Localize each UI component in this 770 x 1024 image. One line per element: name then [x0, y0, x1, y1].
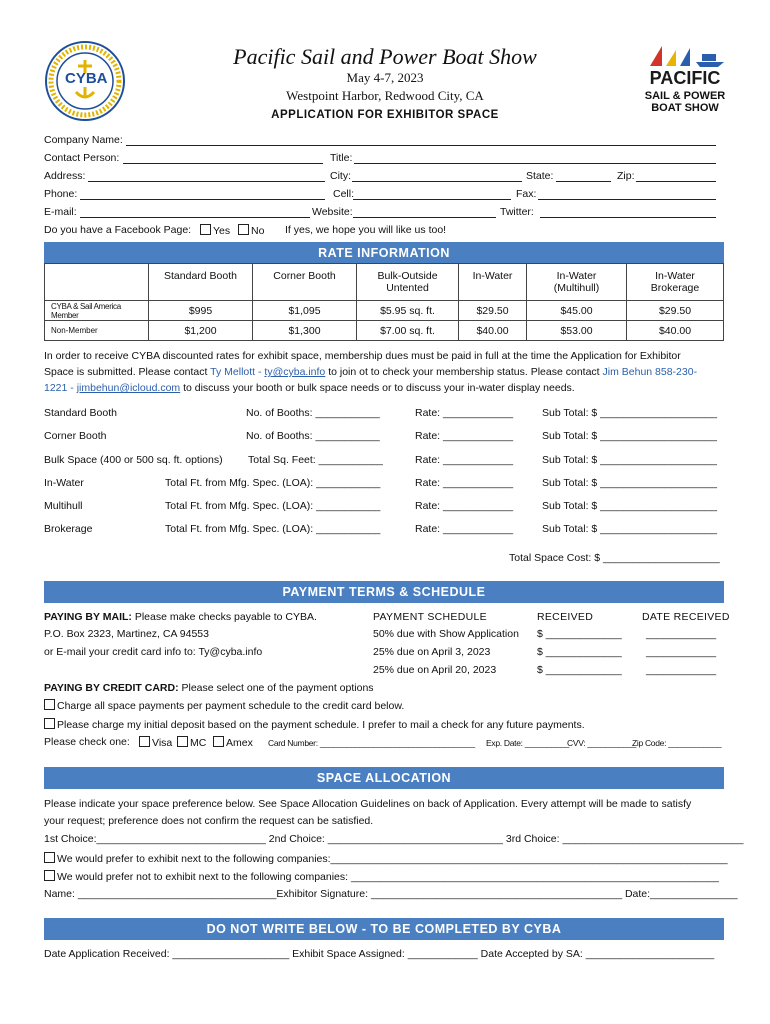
- card-bold: PAYING BY CREDIT CARD:: [44, 682, 179, 694]
- office-use-line: Date Application Received: ____________________ Exhibit Space Assigned: ____________ Date Accepted by SA: ______________________: [44, 948, 715, 960]
- prefer-next-checkbox[interactable]: [44, 852, 55, 863]
- rate-cell: $29.50: [459, 301, 527, 321]
- email-label: E-mail:: [44, 206, 77, 218]
- card-text: Please select one of the payment options: [178, 682, 374, 694]
- date-received-heading: DATE RECEIVED: [642, 611, 730, 623]
- table-row: [45, 321, 724, 341]
- col-header-l1: In-Water: [556, 270, 597, 282]
- charge-all-label: Charge all space payments per payment schedule to the credit card below.: [57, 700, 405, 712]
- mc-label: MC: [190, 737, 207, 749]
- booking-subtotal-field[interactable]: Sub Total: $ ____________________: [542, 430, 717, 442]
- note-text: to join ot to check your membership status. Please contact: [325, 366, 603, 378]
- prefer-not-option[interactable]: [44, 870, 719, 883]
- amex-checkbox[interactable]: [213, 736, 224, 747]
- rate-table-corner: [45, 264, 149, 301]
- schedule-desc: 50% due with Show Application: [373, 628, 519, 640]
- zip-label: Zip:: [617, 170, 635, 182]
- booking-quantity-field[interactable]: Total Ft. from Mfg. Spec. (LOA): ___________: [165, 500, 381, 512]
- city-label: City:: [330, 170, 351, 182]
- booking-item: Bulk Space (400 or 500 sq. ft. options): [44, 454, 223, 466]
- logo-graphic: [646, 44, 726, 68]
- title-field[interactable]: [354, 163, 716, 164]
- website-label: Website:: [312, 206, 353, 218]
- jim-behun-contact: Jim Behun 858-230-: [602, 366, 698, 378]
- po-box: P.O. Box 2323, Martinez, CA 94553: [44, 628, 209, 640]
- charge-deposit-label: Please charge my initial deposit based on the payment schedule. I prefer to mail a check for any future payments.: [57, 719, 585, 731]
- col-header-l2: Untented: [386, 282, 429, 294]
- city-field[interactable]: [352, 181, 522, 182]
- col-header: [253, 264, 357, 301]
- schedule-received[interactable]: $ _____________: [537, 646, 622, 658]
- booking-rate-field[interactable]: Rate: ____________: [415, 430, 514, 442]
- note-text: to discuss your booth or bulk space needs or to discuss your in-water display needs.: [180, 382, 575, 394]
- rate-cell: $5.95 sq. ft.: [357, 301, 459, 321]
- prefer-next-label: We would prefer to exhibit next to the following companies:____________________________________________________________________: [57, 853, 728, 865]
- schedule-date[interactable]: ____________: [646, 628, 717, 640]
- rate-cell: $53.00: [527, 321, 627, 341]
- booking-quantity-field[interactable]: No. of Booths: ___________: [246, 407, 380, 419]
- booking-subtotal-field[interactable]: Sub Total: $ ____________________: [542, 500, 717, 512]
- prefer-not-checkbox[interactable]: [44, 870, 55, 881]
- booking-quantity-field[interactable]: Total Ft. from Mfg. Spec. (LOA): ___________: [165, 477, 381, 489]
- jim-email-link[interactable]: jimbehun@icloud.com: [76, 382, 181, 394]
- twitter-label: Twitter:: [500, 206, 534, 218]
- payment-terms-heading: PAYMENT TERMS & SCHEDULE: [44, 581, 724, 603]
- row-label: Non-Member: [45, 321, 149, 341]
- title-label: Title:: [330, 152, 353, 164]
- booking-rate-field[interactable]: Rate: ____________: [415, 407, 514, 419]
- pacific-boat-show-logo: [640, 44, 730, 118]
- logo-line-1: PACIFIC: [649, 68, 721, 88]
- cell-field[interactable]: [353, 199, 511, 200]
- membership-note-line-3: [44, 382, 575, 394]
- visa-checkbox[interactable]: [139, 736, 150, 747]
- booking-quantity-field[interactable]: No. of Booths: ___________: [246, 430, 380, 442]
- email-card-info: or E-mail your credit card info to: Ty@cyba.info: [44, 646, 263, 658]
- rate-cell: $40.00: [459, 321, 527, 341]
- col-header: [459, 264, 527, 301]
- phone-label: Phone:: [44, 188, 78, 200]
- col-header-l1: Corner Booth: [273, 270, 336, 282]
- rate-table: [44, 263, 724, 341]
- cyba-logo-text: CYBA: [65, 70, 108, 87]
- zip-field[interactable]: [636, 181, 716, 182]
- booking-item: Corner Booth: [44, 430, 107, 442]
- booking-rate-field[interactable]: Rate: ____________: [415, 454, 514, 466]
- rate-cell: $45.00: [527, 301, 627, 321]
- jim-phone: 1221 -: [44, 382, 77, 394]
- table-row: [45, 301, 724, 321]
- show-dates: May 4-7, 2023: [346, 70, 424, 85]
- col-header-l2: Brokerage: [650, 282, 700, 294]
- booking-subtotal-field[interactable]: Sub Total: $ ____________________: [542, 477, 717, 489]
- booking-quantity-field[interactable]: Total Ft. from Mfg. Spec. (LOA): ___________: [165, 523, 381, 535]
- facebook-no-label: No: [251, 225, 265, 237]
- fax-field[interactable]: [538, 199, 716, 200]
- logo-line-3: BOAT SHOW: [651, 102, 719, 114]
- charge-all-checkbox[interactable]: [44, 699, 55, 710]
- total-space-cost-field[interactable]: Total Space Cost: $ ____________________: [509, 552, 720, 564]
- booking-item: Brokerage: [44, 523, 93, 535]
- check-one-label: Please check one:: [44, 736, 130, 748]
- phone-field[interactable]: [80, 199, 325, 200]
- contact-person-label: Contact Person:: [44, 152, 120, 164]
- email-field[interactable]: [80, 217, 310, 218]
- booking-subtotal-field[interactable]: Sub Total: $ ____________________: [542, 454, 717, 466]
- exp-date-field[interactable]: Exp. Date: __________: [486, 738, 570, 748]
- facebook-no-option[interactable]: [238, 224, 264, 237]
- company-name-label: Company Name:: [44, 134, 123, 146]
- office-use-heading: DO NOT WRITE BELOW - TO BE COMPLETED BY CYBA: [44, 918, 724, 940]
- rate-cell: $40.00: [627, 321, 724, 341]
- show-title: Pacific Sail and Power Boat Show: [233, 44, 537, 69]
- form-subtitle: APPLICATION FOR EXHIBITOR SPACE: [271, 109, 499, 121]
- col-header-l1: Bulk-Outside: [377, 270, 438, 282]
- booking-subtotal-field[interactable]: Sub Total: $ ____________________: [542, 523, 717, 535]
- facebook-yes-option[interactable]: [200, 224, 230, 237]
- col-header-l2: (Multihull): [553, 282, 600, 294]
- space-text-1: Please indicate your space preference below. See Space Allocation Guidelines on back of Application. Every attempt will be made to satisfy: [44, 798, 692, 810]
- logo-line-2: SAIL & POWER: [644, 90, 726, 102]
- cvv-field[interactable]: CVV: ___________: [567, 738, 637, 748]
- schedule-received[interactable]: $ _____________: [537, 664, 622, 676]
- facebook-yes-label: Yes: [213, 225, 231, 237]
- rate-cell: $7.00 sq. ft.: [357, 321, 459, 341]
- col-header: [527, 264, 627, 301]
- membership-note-line-1: In order to receive CYBA discounted rates for exhibit space, membership dues must be paid in full at the time the Application for Exhibitor: [44, 350, 681, 362]
- show-location: Westpoint Harbor, Redwood City, CA: [286, 88, 484, 103]
- zip-code-field[interactable]: Zip Code: ____________: [632, 738, 722, 748]
- ty-email-link[interactable]: ty@cyba.info: [264, 366, 326, 378]
- rate-cell: $29.50: [627, 301, 724, 321]
- contact-person-field[interactable]: [123, 163, 323, 164]
- booking-item: Multihull: [44, 500, 83, 512]
- charge-deposit-option[interactable]: [44, 718, 585, 731]
- paying-by-card: [44, 682, 374, 694]
- space-allocation-heading: SPACE ALLOCATION: [44, 767, 724, 789]
- twitter-field[interactable]: [540, 217, 716, 218]
- received-heading: RECEIVED: [537, 611, 594, 623]
- address-field[interactable]: [88, 181, 325, 182]
- row-label: CYBA & Sail America Member: [45, 301, 149, 321]
- booking-rate-field[interactable]: Rate: ____________: [415, 477, 514, 489]
- schedule-received[interactable]: $ _____________: [537, 628, 622, 640]
- mail-bold: PAYING BY MAIL:: [44, 611, 132, 623]
- state-field[interactable]: [556, 181, 611, 182]
- fax-label: Fax:: [516, 188, 537, 200]
- col-header-l1: In-Water: [655, 270, 695, 282]
- ty-mellott-name: Ty Mellott -: [210, 366, 265, 378]
- rate-cell: $1,300: [253, 321, 357, 341]
- facebook-note: If yes, we hope you will like us too!: [285, 224, 447, 236]
- mail-text: Please make checks payable to CYBA.: [131, 611, 317, 623]
- rate-cell: $1,200: [149, 321, 253, 341]
- schedule-desc: 25% due on April 3, 2023: [373, 646, 491, 658]
- membership-note-line-2: [44, 366, 697, 378]
- schedule-desc: 25% due on April 20, 2023: [373, 664, 497, 676]
- booking-rate-field[interactable]: Rate: ____________: [415, 500, 514, 512]
- cell-label: Cell:: [333, 188, 355, 200]
- schedule-date[interactable]: ____________: [646, 664, 717, 676]
- schedule-date[interactable]: ____________: [646, 646, 717, 658]
- rate-table-header: [45, 264, 724, 301]
- facebook-no-checkbox[interactable]: [238, 224, 249, 235]
- mc-option[interactable]: [177, 736, 206, 749]
- rate-information-heading: RATE INFORMATION: [44, 242, 724, 264]
- col-header: [627, 264, 724, 301]
- address-label: Address:: [44, 170, 86, 182]
- booking-subtotal-field[interactable]: Sub Total: $ ____________________: [542, 407, 717, 419]
- rate-cell: $995: [149, 301, 253, 321]
- charge-deposit-checkbox[interactable]: [44, 718, 55, 729]
- charge-all-option[interactable]: [44, 699, 404, 712]
- facebook-yes-checkbox[interactable]: [200, 224, 211, 235]
- mc-checkbox[interactable]: [177, 736, 188, 747]
- note-text: Space is submitted. Please contact: [44, 366, 211, 378]
- visa-option[interactable]: [139, 736, 172, 749]
- signature-line[interactable]: Name: __________________________________Exhibitor Signature: ___________________________________________ Date:_______________: [44, 888, 738, 900]
- choice-fields[interactable]: 1st Choice:_____________________________ 2nd Choice: ______________________________ 3rd Choice: _______________________________: [44, 833, 744, 845]
- amex-option[interactable]: [213, 736, 253, 749]
- booking-quantity-field[interactable]: Total Sq. Feet: ___________: [248, 454, 383, 466]
- card-number-field[interactable]: Card Number: ___________________________________: [268, 738, 475, 748]
- booking-item: Standard Booth: [44, 407, 117, 419]
- prefer-next-option[interactable]: [44, 852, 728, 865]
- amex-label: Amex: [226, 737, 253, 749]
- visa-label: Visa: [152, 737, 173, 749]
- booking-item: In-Water: [44, 477, 84, 489]
- website-field[interactable]: [353, 217, 496, 218]
- col-header: [149, 264, 253, 301]
- col-header: [357, 264, 459, 301]
- col-header-l1: In-Water: [472, 270, 513, 282]
- space-text-2: your request; preference does not confirm the request can be satisfied.: [44, 815, 374, 827]
- rate-cell: $1,095: [253, 301, 357, 321]
- booking-rate-field[interactable]: Rate: ____________: [415, 523, 514, 535]
- col-header-l1: Standard Booth: [164, 270, 237, 282]
- state-label: State:: [526, 170, 554, 182]
- company-name-field[interactable]: [126, 145, 716, 146]
- facebook-question: Do you have a Facebook Page:: [44, 224, 192, 236]
- paying-by-mail: [44, 611, 317, 623]
- prefer-not-label: We would prefer not to exhibit next to the following companies: _______________________________________________________________: [57, 871, 719, 883]
- schedule-heading: PAYMENT SCHEDULE: [373, 611, 487, 623]
